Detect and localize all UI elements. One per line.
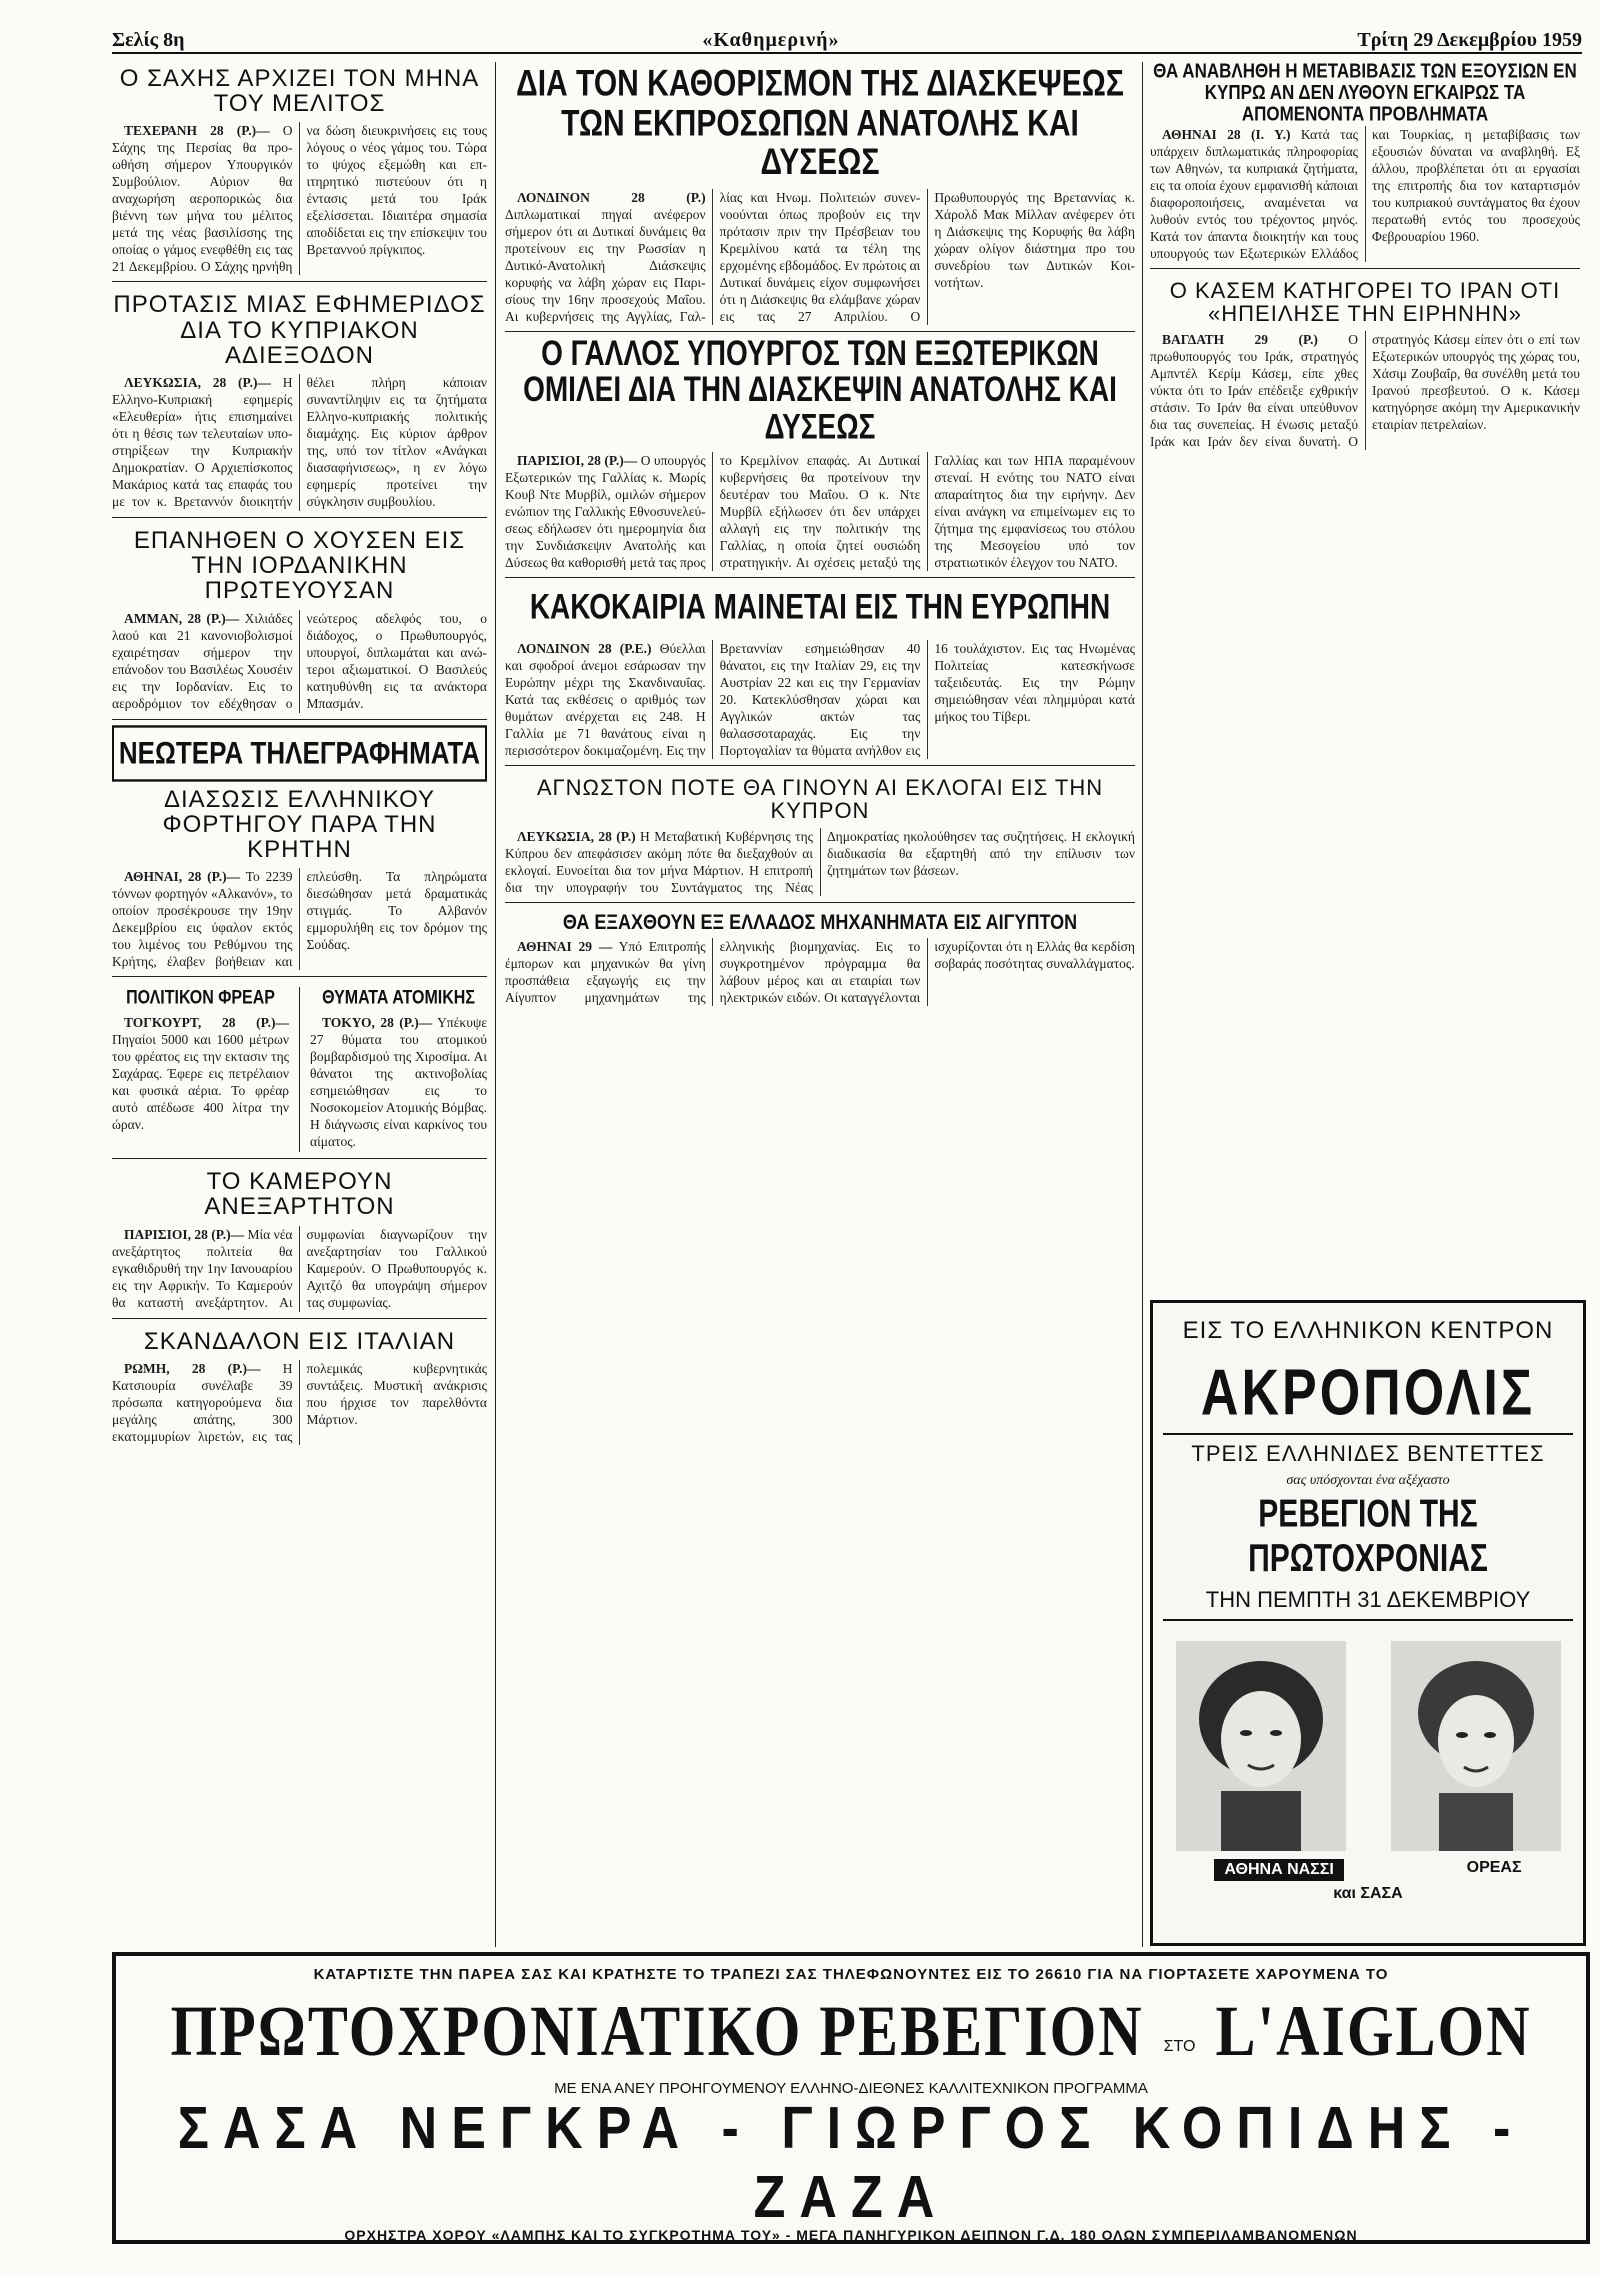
article-body [505,828,1135,896]
headline: ΑΓΝΩΣΤΟΝ ΠΟΤΕ ΘΑ ΓΙΝΟΥΝ ΑΙ ΕΚΛΟΓΑΙ ΕΙΣ ΤΗΝ ΚΥΠΡΟΝ [536,774,1104,823]
article-cyprus-transfer [1150,62,1580,269]
headline: Ο ΣΑΧΗΣ ΑΡΧΙΖΕΙ ΤΟΝ ΜΗΝΑ ΤΟΥ ΜΕΛΙΤΟΣ [119,65,480,118]
article-text: Υπό Επιτροπής έμπορων και μηχανικών θα γίνη προσπάθεια εξαγωγής εις την Αίγυπτον μηχανημάτων της ελληνικής βιομηχανίας. Εις το συγκροτημένον πρόγραμμα θα λάβουν μέρος και αι εταιρίαι των ηλεκτρικών ειδών. Οι καταγγέλονται ισχυρίζονται ότι η Ελλάς θα κερδίση σοβαράς ποσότητας συναλλάγματος. [505,938,1135,1005]
headline: ΔΙΑΣΩΣΙΣ ΕΛΛΗΝΙΚΟΥ ΦΟΡΤΗΓΟΥ ΠΑΡΑ ΤΗΝ ΚΡΗΤΗΝ [162,785,437,864]
article-french-minister [505,333,1135,579]
article-text: Διπλωματικαί πηγαί ανέφερον σήμερον ότι αι Δυτικαί δυνάμεις θα προτείνουν εις την Ρωσσίαν η Δυτικό-Ανατολική Διάσκεψις κορυφής να λάβη χώραν εις Παρισίους την 16ην προσεχούς Μαΐου. Αι κυβερνήσεις της Αγγλίας, Γαλλίας και Ηνωμ. Πολιτειών συνεννοούνται όπως προβούν εις την πρότασιν πριν την Πρέσβειαν του Κρεμλίνου κατά τα τέλη της ερχομένης εβδομάδος. Εν πρώτοις αι Δυτικαί δυνάμεις είχον συμφωνήσει ότι η Διάσκεψις θα ελάμβανε χώραν εις τας 27 Απριλίου. Ο Πρωθυπουργός της Βρεταννίας κ. Χάρολδ Μακ Μίλλαν ανέφερεν ότι η Διάσκεψις της Κορυφής θα λάβη χώραν ολίγον διάστημα προ του συνεδρίου των Δυτικών Κοινοτήτων. [505,189,1135,324]
column-center [505,62,1135,1947]
masthead [112,22,1582,54]
dateline: ΤΕΧΕΡΑΝΗ 28 (Ρ.)— [124,123,270,139]
ad-venue-name: L'AIGLON [1215,1991,1532,2071]
article-text: Πηγαίοι 5000 και 1600 μέτρων του φρέατος εις την εκτασιν της Σαχάρας. Έφερε εις πετρέλαιον και φυσικά αέρια. Το φρέαρ αυτό απέδωσε 400 λίτρα την ώραν. [112,1032,289,1133]
performer-names [1153,1859,1583,1881]
article-text: Μία νέα ανεξάρτητος πολιτεία θα εγκαθιδρυθή την 1ην Ιανουαρίου εις την Αφρικήν. Το Καμερούν θα καταστή ανεξάρτητον. Αι συμφωνίαι διαγνωρίζουν την ανεξαρτησίαν του Γαλλικού Καμερούν. Ο Πρωθυπουργός κ. Αχιτζό θα υπογράψη σήμερον τας συμφωνίας. [112,1226,487,1310]
article-cameroon [112,1169,487,1318]
article-cyprus-elections [505,776,1135,903]
article-body [112,610,487,713]
article-text: Το 2239 τόννων φορτηγόν «Αλκανόν», το οποίον προσέκρουσε την 19ην Δεκεμβρίου εις ύφαλον εκτός του λιμένος του Ρεθύμνου της Κρήτης, έλαβεν βοήθειαν και επλεύσθη. Τα πληρώματα διεσώθησαν μετά δραματικάς στιγμάς. Το Αλβανόν εμμορυλήθη εις τον δρόμον της Σούδας. [112,869,487,970]
headline: ΣΚΑΝΔΑΛΟΝ ΕΙΣ ΙΤΑΛΙΑΝ [143,1327,456,1355]
column-rule [495,62,496,1947]
article-body [112,868,487,970]
article-body [505,189,1135,325]
ad-line: ΚΑΤΑΡΤΙΣΤΕ ΤΗΝ ΠΑΡΕΑ ΣΑΣ ΚΑΙ ΚΡΑΤΗΣΤΕ ΤΟ ΤΡΑΠΕΖΙ ΣΑΣ ΤΗΛΕΦΩΝΟΥΝΤΕΣ ΕΙΣ ΤΟ 26610 ΓΙΑ ΝΑ ΓΙΟΡΤΑΣΕΤΕ ΧΑΡΟΥΜΕΝΑ ΤΟ [313,1966,1389,1983]
article-body [505,640,1135,759]
headline: ΘΥΜΑΤΑ ΑΤΟΜΙΚΗΣ [322,988,475,1009]
article-cyprus-newspaper [112,292,487,518]
article-europe-storm [505,587,1135,765]
article-text: Ο Σάχης της Περσίας θα προωθήση σήμερον Υπουργικόν Συμβούλιον. Αύριον θα αναχωρήση αεροπορικώς δια βιέννη των μήνα του μέλιτος μετά της νέας βασιλίσσης της οποίας ο γάμος ενεφθέθη εις τας 21 Δεκεμβρίου. Ο Σάχης ηρνήθη να δώση διευκρινήσεις εις τους λόγους ο νέος γάμος του. Τώρα το ψύχος εξεμώθη και επιτηρητικό πιστεύουν ότι η έντασις μετά του Ιράκ εξελίσσεται. Ιδιαιτέρα σημασία αποδίδεται εις την επίσκεψιν του Βρεταννού πρίγκιπος. [112,123,487,275]
article-text: Χιλιάδες λαού και 21 κανονιοβολισμοί εχαιρέτησαν σήμερον την επάνοδον του Βασιλέως Χουσέιν εις την Ιορδανίαν. Εις το αεροδρόμιον τον εδέχθησαν ο νεώτερος αδελφός του, ο διάδοχος, ο Πρωθυπουργός, υπουργοί, διπλωμάται και ανώτεροι αξιωματικοί. Ο Βασιλεύς κατηυθύνθη εις τα ανάκτορα Μπασμάν. [112,610,487,711]
dateline: ΛΕΥΚΩΣΙΑ, 28 (Ρ.)— [124,374,271,390]
article-conference-date [505,62,1135,332]
headline: ΠΟΛΙΤΙΚΟΝ ΦΡΕΑΡ [126,988,275,1009]
article-body [505,938,1135,1006]
performer-name: και ΣΑΣΑ [1333,1885,1403,1902]
ad-photos [1153,1641,1583,1851]
article-egypt-exports [505,909,1135,1012]
ad-line: ΕΙΣ ΤΟ ΕΛΛΗΝΙΚΟΝ ΚΕΝΤΡΟΝ [1182,1317,1554,1344]
article-body [112,1014,289,1133]
column-left [112,62,487,1947]
headline: ΘΑ ΕΞΑΧΘΟΥΝ ΕΞ ΕΛΛΑΔΟΣ ΜΗΧΑΝΗΜΑΤΑ ΕΙΣ ΑΙΓΥΠΤΟΝ [562,909,1078,934]
aiglon-advertisement [112,1952,1590,2244]
ad-title-connector: ΣΤΟ [1163,2038,1196,2055]
article-well [112,987,289,1152]
headline: ΤΟ ΚΑΜΕΡΟΥΝ ΑΝΕΞΑΡΤΗΤΟΝ [204,1168,395,1221]
ad-venue-name: ΑΚΡΟΠΟΛΙΣ [1200,1356,1536,1430]
dateline: ΛΟΝΔΙΝΟΝ 28 (Ρ.) [517,189,706,205]
dateline: ΤΟΓΚΟΥΡΤ, 28 (Ρ.)— [124,1015,289,1031]
article-body [112,1226,487,1312]
performer-photo [1176,1641,1346,1851]
dateline: ΒΑΓΔΑΤΗ 29 (Ρ.) [1162,331,1318,347]
headline: ΔΙΑ ΤΟΝ ΚΑΘΟΡΙΣΜΟΝ ΤΗΣ ΔΙΑΣΚΕΨΕΩΣ ΤΩΝ ΕΚΠΡΟΣΩΠΩΝ ΑΝΑΤΟΛΗΣ ΚΑΙ ΔΥΣΕΩΣ [516,62,1124,183]
headline: ΕΠΑΝΗΘΕΝ Ο ΧΟΥΣΕΝ ΕΙΣ ΤΗΝ ΙΟΡΔΑΝΙΚΗΝ ΠΡΩΤΕΥΟΥΣΑΝ [133,526,466,605]
article-italy-scandal [112,1329,487,1451]
dateline: ΑΘΗΝΑΙ 28 (Ι. Υ.) [1162,126,1291,142]
dateline: ΛΟΝΔΙΝΟΝ 28 (Ρ.Ε.) [517,640,652,656]
page-number: Σελίς 8η [112,29,185,51]
ad-event-title: ΡΕΒΕΓΙΟΝ ΤΗΣ ΠΡΩΤΟΧΡΟΝΙΑΣ [1248,1492,1488,1580]
article-text: Υπέκυψε 27 θύματα του ατομικού βομβαρδισμού της Χιροσίμα. Αι θάνατοι της ακτινοβολίας εσημειώθησαν εις το Νοσοκομείον Ατομικής Βόμβας. Η διάγνωσις είναι καρκίνος του αίματος. [310,1015,487,1150]
article-cargo-rescue [112,787,487,978]
ad-line: σας υπόσχονται ένα αξέχαστο [1286,1473,1450,1488]
article-hussein [112,528,487,720]
dateline: ΑΜΜΑΝ, 28 (Ρ.)— [124,610,240,626]
article-kassem [1150,279,1580,456]
article-text: Ο πρωθυπουργός του Ιράκ, στρατηγός Αμπντέλ Κερίμ Κάσεμ, είπε χθες νύκτα ότι το Ιράν επέδειξε εχθρικήν στάσιν. Το Ιράν θα είναι υπεύθυνον δια τας συνεπείας. Η ένωσις μεταξύ Ιράκ και Ιράν δεν είναι δυνατή. Ο στρατηγός Κάσεμ είπεν ότι ο επί των Εξωτερικών υπουργός της χώρας του, Χάσιμ Ζουβαΐρ, θα συνέλθη μετά του Ιρανού πρεσβευτού. Ο κ. Κάσεμ κατηγόρησε ακόμη την Αμερικανικήν εταιρίαν πετρελαίων. [1150,331,1580,449]
acropolis-advertisement [1150,1300,1586,1946]
performer-photo [1391,1641,1561,1851]
column-divider [299,987,300,1152]
article-text: Κατά τας υπάρχειν διπλωματικάς πληροφορίας των Αθηνών, τα κυπριακά ζητήματα, εις τα οποία έχουν εμφανισθή κάποιαι διαφοροποιήσεις, αναμένεται να λυθούν εντός του τρέχοντος μηνός. Κατά τον άπαντα διοικητήν και τους υπουργούς των Εξωτερικών Ελλάδος και Τουρκίας, η μεταβίβασις των εξουσιών δύναται να αναβληθή. Εξ άλλου, προβλέπεται ότι αι εργασίαι της επιτροπής δια τον καταρτισμόν του κυπριακού συντάγματος θα έχουν περατωθή εντός του προσεχούς Φεβρουαρίου 1960. [1150,126,1580,261]
performer-name: ΑΘΗΝΑ ΝΑΣΣΙ [1214,1859,1343,1881]
article-atomic-victims [310,987,487,1152]
column-rule [1142,62,1143,1947]
ad-line: ΟΡΧΗΣΤΡΑ ΧΟΡΟΥ «ΛΑΜΠΗΣ ΚΑΙ ΤΟ ΣΥΓΚΡΟΤΗΜΑ ΤΟΥ» - ΜΕΓΑ ΠΑΝΗΓΥΡΙΚΟΝ ΔΕΙΠΝΟΝ Γ.Δ. 180 ΟΛΩΝ ΣΥΜΠΕΡΙΛΑΜΒΑΝΟΜΕΝΩΝ [344,2227,1358,2243]
article-body [112,374,487,511]
headline: Ο ΚΑΣΕΜ ΚΑΤΗΓΟΡΕΙ ΤΟ ΙΡΑΝ ΟΤΙ «ΗΠΕΙΛΗΣΕ ΤΗΝ ΕΙΡΗΝΗΝ» [1169,277,1561,326]
dateline: ΛΕΥΚΩΣΙΑ, 28 (Ρ.) [517,828,636,844]
section-title: ΝΕΩΤΕΡΑ ΤΗΛΕΓΡΑΦΗΜΑΤΑ [112,725,487,782]
column-right [1150,62,1580,1292]
article-text: Θύελλαι και σφοδροί άνεμοι εσάρωσαν την Ευρώπην μέχρι της Σκανδιναυΐας. Κατά τας εκθέσεις ο αριθμός των θυμάτων ανέρχεται εις 248. Η Γαλλία με 71 θανάτους είναι η περισσότερον δοκιμαζομένη. Εις την Βρεταννίαν εσημειώθησαν 40 θάνατοι, εις την Ιταλίαν 29, εις την Αυστρίαν 22 και εις την Γερμανίαν 20. Κατεκλύσθησαν χώραι και Αγγλικών ακτών τας θαλασσοταραχάς. Εις την Πορτογαλίαν τα θύματα ανήλθον εις 16 τουλάχιστον. Εις τας Ηνωμένας Πολιτείας κατεσκήνωσε ταξειδευτάς. Εις την Ρώμην σημειώθησαν νέαι πλημμύραι κατά μήκος του Τίβερι. [505,640,1135,758]
dateline: ΠΑΡΙΣΙΟΙ, 28 (Ρ.)— [124,1226,245,1242]
paper-name: «Καθημερινή» [702,29,840,51]
ad-title: ΠΡΩΤΟΧΡΟΝΙΑΤΙΚΟ ΡΕΒΕΓΙΟΝ [170,1991,1144,2071]
dateline: ΤΟΚΥΟ, 28 (Ρ.)— [322,1015,433,1031]
headline: ΘΑ ΑΝΑΒΛΗΘΗ Η ΜΕΤΑΒΙΒΑΣΙΣ ΤΩΝ ΕΞΟΥΣΙΩΝ ΕΝ ΚΥΠΡΩ ΑΝ ΔΕΝ ΛΥΘΟΥΝ ΕΓΚΑΙΡΩΣ ΤΑ ΑΠΟΜΕΝΟΝΤΑ ΠΡΟΒΛΗΜΑΤΑ [1153,62,1577,126]
article-body [112,122,487,275]
article-pair [112,987,487,1159]
article-body [1150,126,1580,262]
headline: ΠΡΟΤΑΣΙΣ ΜΙΑΣ ΕΦΗΜΕΡΙΔΟΣ ΔΙΑ ΤΟ ΚΥΠΡΙΑΚΟΝ ΑΔΙΕΞΟΔΟΝ [113,291,486,369]
article-body [505,452,1135,572]
article-text: Η Κατσιουρία συνέλαβε 39 πρόσωπα κατηγορούμενα δια μεγάλης απάτης, 300 εκατομμυρίων λιρετών, εις τας πολεμικάς κυβερνητικάς συντάξεις. Μυστική ανάκρισις που ήρχισε τον παρελθόντα Μάρτιον. [112,1360,487,1444]
article-text: Η Ελληνο-Κυπριακή εφημερίς «Ελευθερία» ήτις επισημαίνει ότι η θέσις των τελευταίων υποστηρίξεων την Κυπριακήν Δημοκρατίαν. Ο Αρχιεπίσκοπος Μακάριος κατά τας επαφάς του με τον κ. Βρεταννόν διοικητήν θέλει πλήρη κάποιαν συναντίληψιν εις τα ζητήματα Ελληνο-κυπριακής πολιτικής διαμάχης. Εις κύριον άρθρον της, υπό τον τίτλον «Ανάγκαι διασαφήνισεως», η εν λόγω εφημερίς προτείνει την σύγκλησιν συμβουλίου. [112,374,487,509]
article-text: Ο υπουργός Εξωτερικών της Γαλλίας κ. Μωρίς Κουβ Ντε Μυρβίλ, ομιλών σήμερον ενώπιον της Γαλλικής Εθνοσυνελεύσεως εδήλωσεν ότι ημερομηνία δια την Συνδιάσκεψιν Ανατολής και Δύσεως θα καθορισθή μετά τας προς το Κρεμλίνον επαφάς. Αι Δυτικαί κυβερνήσεις θα προτείνουν την δευτέραν του Μαΐου. Ο κ. Ντε Μυρβίλ εξήλωσεν ότι δεν υπάρχει αλλαγή εις την πολιτικήν της Γαλλίας, η οποία ζητεί ουσιώδη στρατηγικήν. Αι σχέσεις μεταξύ της Γαλλίας και των ΗΠΑ παραμένουν στεναί. Η ενότης του ΝΑΤΟ είναι απαραίτητος δια την ειρήνην. Δεν είναι ανάγκη να επιμείνωμεν εις το ζήτημα της εμφανίσεως του στόλου της Μεσογείου υπό τον στρατιωτικόν έλεγχον του ΝΑΤΟ. [505,452,1135,570]
dateline: ΑΘΗΝΑΙ, 28 (Ρ.)— [124,869,241,885]
issue-date: Τρίτη 29 Δεκεμβρίου 1959 [1357,29,1582,51]
ad-date: ΤΗΝ ΠΕΜΠΤΗ 31 ΔΕΚΕΜΒΡΙΟΥ [1163,1587,1573,1621]
ad-line: ΜΕ ΕΝΑ ΑΝΕΥ ΠΡΟΗΓΟΥΜΕΝΟΥ ΕΛΛΗΝΟ-ΔΙΕΘΝΕΣ ΚΑΛΛΙΤΕΧΝΙΚΟΝ ΠΡΟΓΡΑΜΜΑ [554,2080,1148,2097]
article-text: Η Μεταβατική Κυβέρνησις της Κύπρου δεν απεφάσισεν ακόμη πότε θα διεξαχθούν αι εκλογαί. Ευνοείται δια τον μήνα Μάρτιον. Η επιτροπή δια την υπογραφήν του Συντάγματος της Νέας Δημοκρατίας ηκολούθησεν τας συζητήσεις. Η εκλογική διαδικασία θα εξαρτηθή από την επίλυσιν των ζητημάτων των βάσεων. [505,828,1135,895]
ad-performers: ΣΑΣΑ ΝΕΓΚΡΑ - ΓΙΩΡΓΟΣ ΚΟΠΙΔΗΣ - ΖΑΖΑ [177,2095,1525,2231]
ad-line: ΤΡΕΙΣ ΕΛΛΗΝΙΔΕΣ ΒΕΝΤΕΤΤΕΣ [1163,1433,1573,1467]
article-body [1150,331,1580,450]
ad-title-row [116,1991,1586,2071]
dateline: ΑΘΗΝΑΙ 29 — [517,938,613,954]
dateline: ΠΑΡΙΣΙΟΙ, 28 (Ρ.)— [517,452,638,468]
performer-name: ΟΡΕΑΣ [1466,1859,1522,1876]
article-body [112,1360,487,1445]
article-shah [112,66,487,282]
article-body [310,1014,487,1150]
dateline: ΡΩΜΗ, 28 (Ρ.)— [124,1360,261,1376]
headline: Ο ΓΑΛΛΟΣ ΥΠΟΥΡΓΟΣ ΤΩΝ ΕΞΩΤΕΡΙΚΩΝ ΟΜΙΛΕΙ ΔΙΑ ΤΗΝ ΔΙΑΣΚΕΨΙΝ ΑΝΑΤΟΛΗΣ ΚΑΙ ΔΥΣΕΩΣ [523,333,1117,446]
headline: ΚΑΚΟΚΑΙΡΙΑ ΜΑΙΝΕΤΑΙ ΕΙΣ ΤΗΝ ΕΥΡΩΠΗΝ [529,587,1111,627]
